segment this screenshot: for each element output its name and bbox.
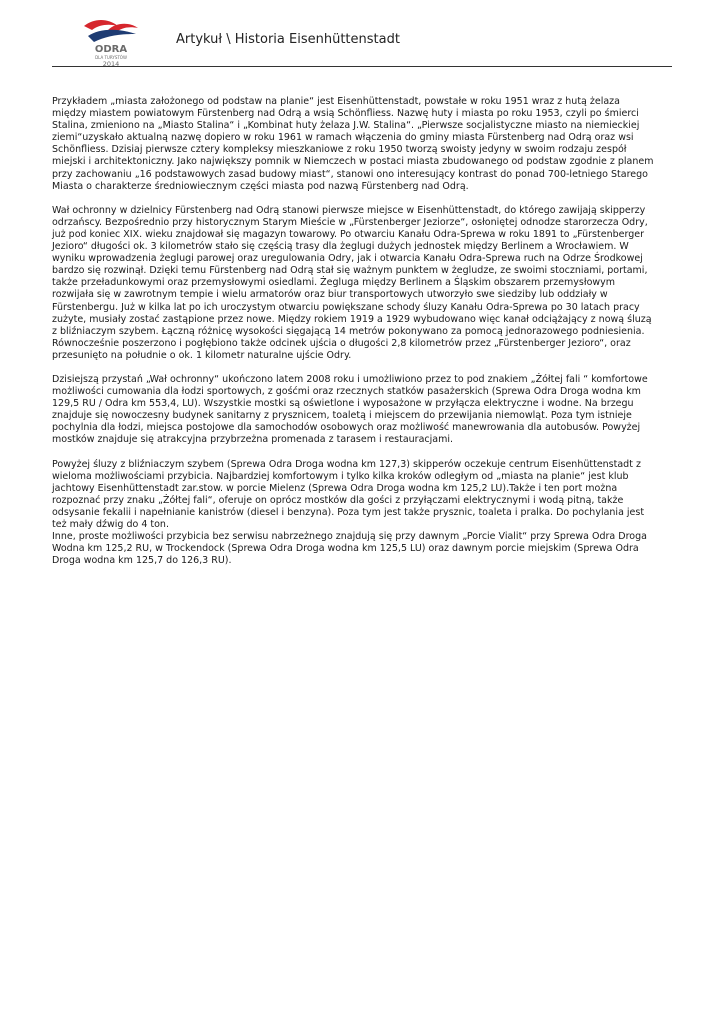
- paragraph: Inne, proste możliwości przybicia bez serwisu nabrzeżnego znajdują się przy dawnym „Porcie Vialit“ przy Sprewa Odra Droga Wodna km 125,2 RU, w Trockendock (Sprewa Odra Droga wodna km 125,5 LU) oraz dawnym porcie miejskim (Sprewa Odra Droga wodna km 125,7 do 126,3 RU).: [52, 531, 647, 567]
- logo-text-year: 2014: [102, 60, 120, 68]
- header-divider: [52, 66, 672, 67]
- paragraph: Dzisiejszą przystań „Wał ochronny“ ukończono latem 2008 roku i umożliwiono przez to pod znakiem „Żółtej fali “ komfortowe możliwości cumowania dla łodzi sportowych, z gośćmi oraz rzecznych statków pasażerskich (Sprewa Odra Droga wodna km 129,5 RU / Odra km 553,4, LU). Wszystkie mostki są oświetlone i wyposażone w przyłącza elektryczne i wodne. Na brzegu znajduje się nowoczesny budynek sanitarny z prysznicem, toaletą i miejscem do przewijania niemowląt. Poza tym istnieje pochylnia dla łodzi, miejsca postojowe dla samochodów osobowych oraz możliwość manewrowania dla autobusów. Powyżej mostków znajduje się atrakcyjna przybrzeżna promenada z tarasem i restauracjami.: [52, 373, 648, 446]
- logo-text-main: ODRA: [94, 44, 128, 55]
- paragraph: Przykładem „miasta założonego od podstaw na planie“ jest Eisenhüttenstadt, powstałe w roku 1951 wraz z hutą żelaza między miastem powiatowym Fürstenberg nad Odrą a wsią Schönfliess. Nazwę huty i miasta po roku 1953, czyli po śmierci Stalina, zmieniono na „Miasto Stalina“ i „Kombinat huty żelaza J.W. Stalina“. „Pierwsze socjalistyczne miasto na niemieckiej ziemi“uzyskało aktualną nazwę dopiero w roku 1961 w ramach włączenia do gminy miasta Fürstenberg nad Odrą oraz wsi Schönfliess. Dzisiaj pierwsze cztery kompleksy mieszkaniowe z roku 1950 tworzą swoisty jedyny w swoim rodzaju zespół miejski i architektoniczny. Jako największy pomnik w Niemczech w postaci miasta zbudowanego od podstaw zgodnie z planem przy zachowaniu „16 podstawowych zasad budowy miast“, stanowi ono interesujący kontrast do ponad 700-letniego Starego Miasta o charakterze średniowiecznym części miasta pod nazwą Fürstenberg nad Odrą.: [52, 96, 654, 192]
- odra-logo-graphic: [78, 16, 144, 68]
- paragraph: Wał ochronny w dzielnicy Fürstenberg nad Odrą stanowi pierwsze miejsce w Eisenhüttenstadt, do którego zawijają skipperzy odrzańscy. Bezpośrednio przy historycznym Starym Mieście w „Fürstenberger Jeziorze“, osłoniętej odnodze starorzecza Odry, już pod koniec XIX. wieku znajdował się magazyn towarowy. Po otwarciu Kanału Odra-Sprewa w roku 1891 to „Fürstenberger Jezioro“ długości ok. 3 kilometrów stało się częścią trasy dla żeglugi dużych jednostek między Berlinem a Wrocławiem. W wyniku wprowadzenia żeglugi parowej oraz uregulowania Odry, jak i otwarcia Kanału Odra-Sprewa ruch na Odrze Środkowej bardzo się rozwinął. Dzięki temu Fürstenberg nad Odrą stał się ważnym punktem w żegludze, ze swoimi stoczniami, portami, także przeładunkowymi oraz przemysłowymi osiedlami. Żegluga między Berlinem a Śląskim obszarem przemysłowym rozwijała się w zawrotnym tempie i wielu armatorów oraz biur transportowych utworzyło swe siedziby lub oddziały w Fürstenbergu. Już w kilka lat po ich uroczystym otwarciu powiększane schody śluzy Kanału Odra-Sprewa po 30 latach pracy zużyte, musiały zostać zastąpione przez nowe. Między rokiem 1919 a 1929 wybudowano więc kanał odciążający z nową śluzą z bliźniaczym szybem. Łączną różnicę wysokości sięgającą 14 metrów pokonywano za pomocą jednorazowego podniesienia. Równocześnie poszerzono i pogłębiono także odcinek ujścia o długości 2,8 kilometrów przez „Fürstenberger Jezioro“, oraz przesunięto na południe o ok. 1 kilometr naturalne ujście Odry.: [52, 204, 652, 361]
- article-title: Artykuł \ Historia Eisenhüttenstadt: [176, 32, 400, 47]
- odra-logo: [78, 16, 144, 68]
- paragraph: Powyżej śluzy z bliźniaczym szybem (Sprewa Odra Droga wodna km 127,3) skipperów oczekuje centrum Eisenhüttenstadt z wieloma możliwościami przybicia. Najbardziej komfortowym i tylko kilka kroków odległym od „miasta na planie“ jest klub jachtowy Eisenhüttenstadt zar.stow. w porcie Mielenz (Sprewa Odra Droga wodna km 125,2 LU).Także i ten port można rozpoznać przy znaku „Żółtej fali“, oferuje on oprócz mostków dla gości z przyłączami elektrycznymi i wodą pitną, także odsysanie fekalii i napełnianie kanistrów (diesel i benzyna). Poza tym jest także prysznic, toaleta i pralka. Do pochylania jest też mały dźwig do 4 ton.: [52, 458, 645, 530]
- page-header: [52, 16, 672, 68]
- article-body: [52, 96, 676, 579]
- logo-text-sub: DLA TURYSTÓW: [95, 55, 127, 60]
